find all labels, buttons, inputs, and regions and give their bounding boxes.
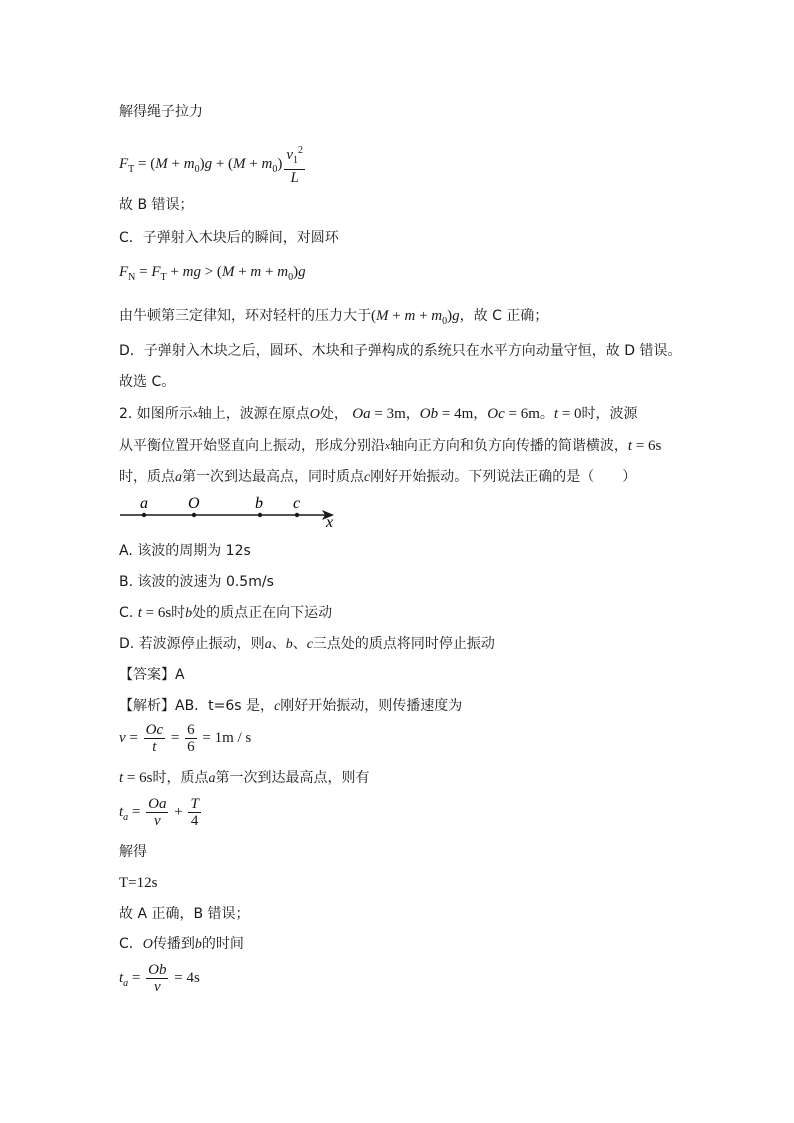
label-c: c — [293, 495, 301, 512]
text-line: 解得绳子拉力 — [119, 104, 203, 120]
question-stem-line1: 2. 如图所示$^x$轴上，波源在原点O处， Oa = 3m，Ob = 4m，Oc = 6m。t = 0时，波源 — [119, 406, 638, 422]
axis-label-x: x — [326, 514, 334, 528]
analysis-line8: C．O传播到b的时间 — [119, 936, 244, 952]
analysis-line1: 【解析】AB．t=6s 是，c刚好开始振动，则传播速度为 — [119, 698, 463, 714]
equation-tension: $F_T = (M + m_0)g + (M + m_0)$ $\frac{v_1^2}{L}$ — [119, 145, 304, 186]
text-line: T=12s — [119, 875, 158, 891]
option-c: C. t = 6s时b处的质点正在向下运动 — [119, 605, 333, 621]
analysis-line3: t = 6s时，质点a第一次到达最高点，则有 — [119, 770, 370, 786]
option-b: B. 该波的波速为 0.5m/s — [119, 574, 274, 590]
text-line: 由牛顿第三定律知，环对轻杆的压力大于$(M + m + m_0)g$，故 C 正确； — [119, 308, 549, 327]
label-o: O — [188, 495, 200, 512]
label-a: a — [140, 495, 148, 512]
equation-time-a: $t_a$ = $\frac{Oa}{v}$ + $\frac{T}{4}$ — [119, 796, 199, 829]
question-stem-line3: 时，质点a第一次到达最高点，同时质点c刚好开始振动。下列说法正确的是（ ） — [119, 469, 637, 485]
wave-axis-figure — [118, 492, 348, 528]
text-line: C．子弹射入木块后的瞬间，对圆环 — [119, 230, 339, 246]
text-line: 故 B 错误； — [119, 197, 194, 213]
equation-speed: v = $\frac{Oc}{t}$ = $\frac{6}{6}$ = 1m / s — [119, 722, 252, 755]
text-line: D．子弹射入木块之后，圆环、木块和子弹构成的系统只在水平方向动量守恒，故 D 错误。 — [119, 343, 682, 359]
text-line: 故选 C。 — [119, 374, 176, 390]
point-b — [258, 513, 262, 517]
point-o — [192, 513, 196, 517]
text-line: 故 A 正确，B 错误； — [119, 906, 250, 922]
point-a — [142, 513, 146, 517]
option-d: D. 若波源停止振动，则a、b、c三点处的质点将同时停止振动 — [119, 636, 495, 652]
point-c — [295, 513, 299, 517]
text-line: 解得 — [119, 844, 147, 860]
question-stem-line2: 从平衡位置开始竖直向上振动，形成分别沿$^x$轴向正方向和负方向传播的简谐横波，t = 6s — [119, 438, 662, 454]
equation-time-b: $t_a$ = $\frac{Ob}{v}$ = 4s — [119, 962, 200, 995]
option-a: A. 该波的周期为 12s — [119, 543, 251, 559]
equation-normal-force: $F_N = F_T$ + mg > $(M + m + m_0)g$ — [119, 264, 306, 283]
label-b: b — [255, 495, 263, 512]
answer-line: 【答案】A — [119, 667, 185, 683]
